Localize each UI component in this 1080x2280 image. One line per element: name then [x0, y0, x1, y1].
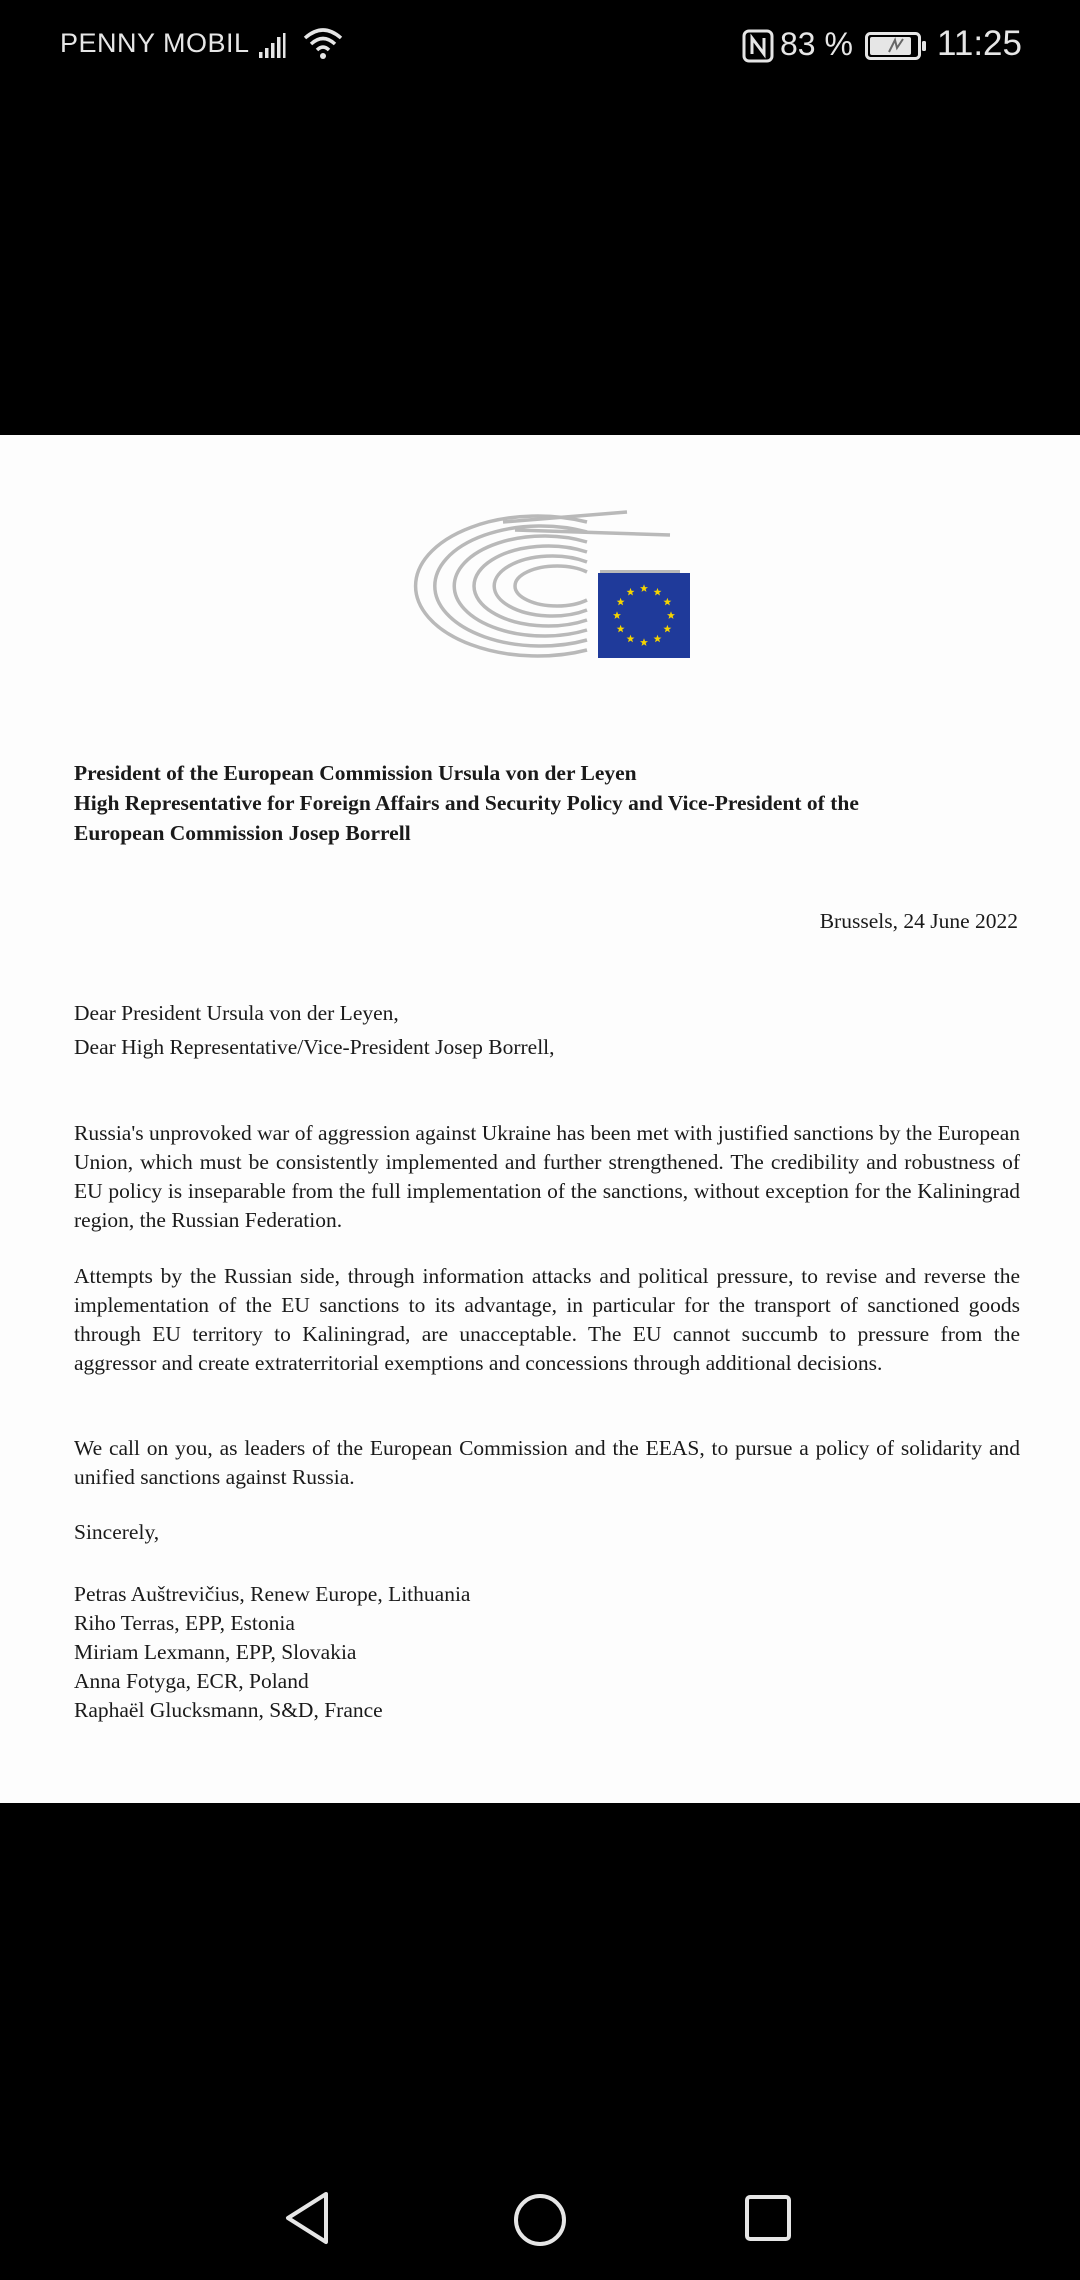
addressee-line: President of the European Commission Ursula von der Leyen	[74, 761, 637, 785]
battery-percent: 83 %	[780, 26, 853, 62]
body-paragraph: Attempts by the Russian side, through information attacks and political pressure, to revise and reverse the implementation of the EU sanctions to its advantage, in particular for the transport of sanctioned goods through EU territory to Kaliningrad, are unacceptable. The EU cannot succumb to pressure from the aggressor and create extraterritorial exemptions and concessions through additional decisions.	[74, 1264, 1020, 1375]
signatory: Raphaël Glucksmann, S&D, France	[74, 1698, 383, 1722]
closing: Sincerely,	[74, 1520, 160, 1544]
salutation-line: Dear High Representative/Vice-President Josep Borrell,	[74, 1035, 555, 1059]
body-paragraph: Russia's unprovoked war of aggression against Ukraine has been met with justified sanctions by the European Union, which must be consistently implemented and further strengthened. The credibility and robustness of EU policy is inseparable from the full implementation of the sanctions, without exception for the Kaliningrad region, the Russian Federation.	[74, 1121, 1020, 1232]
carrier-name: PENNY MOBIL	[60, 28, 250, 58]
recents-icon[interactable]	[744, 2194, 792, 2242]
status-bar	[0, 0, 1080, 92]
clock: 11:25	[937, 24, 1022, 63]
letter-date: Brussels, 24 June 2022	[819, 909, 1018, 933]
signatory: Miriam Lexmann, EPP, Slovakia	[74, 1640, 357, 1664]
wifi-icon	[302, 26, 344, 62]
battery-icon	[865, 32, 927, 60]
nfc-icon	[742, 29, 774, 63]
european-parliament-logo	[405, 500, 690, 660]
signal-icon	[258, 32, 286, 60]
addressee-block	[74, 758, 1020, 848]
addressee-line: European Commission Josep Borrell	[74, 821, 411, 845]
salutation-line: Dear President Ursula von der Leyen,	[74, 1001, 399, 1025]
signatory: Petras Auštrevičius, Renew Europe, Lithuania	[74, 1582, 471, 1606]
signatory: Anna Fotyga, ECR, Poland	[74, 1669, 309, 1693]
signatories	[74, 1580, 470, 1725]
navigation-bar	[0, 2160, 1080, 2280]
signatory: Riho Terras, EPP, Estonia	[74, 1611, 295, 1635]
salutation	[74, 996, 555, 1064]
body-paragraph: We call on you, as leaders of the European Commission and the EEAS, to pursue a policy of solidarity and unified sanctions against Russia.	[74, 1436, 1020, 1489]
home-icon[interactable]	[512, 2192, 568, 2248]
addressee-line: High Representative for Foreign Affairs and Security Policy and Vice-President of the	[74, 791, 859, 815]
back-icon[interactable]	[282, 2190, 332, 2246]
letter-document	[0, 435, 1080, 1803]
